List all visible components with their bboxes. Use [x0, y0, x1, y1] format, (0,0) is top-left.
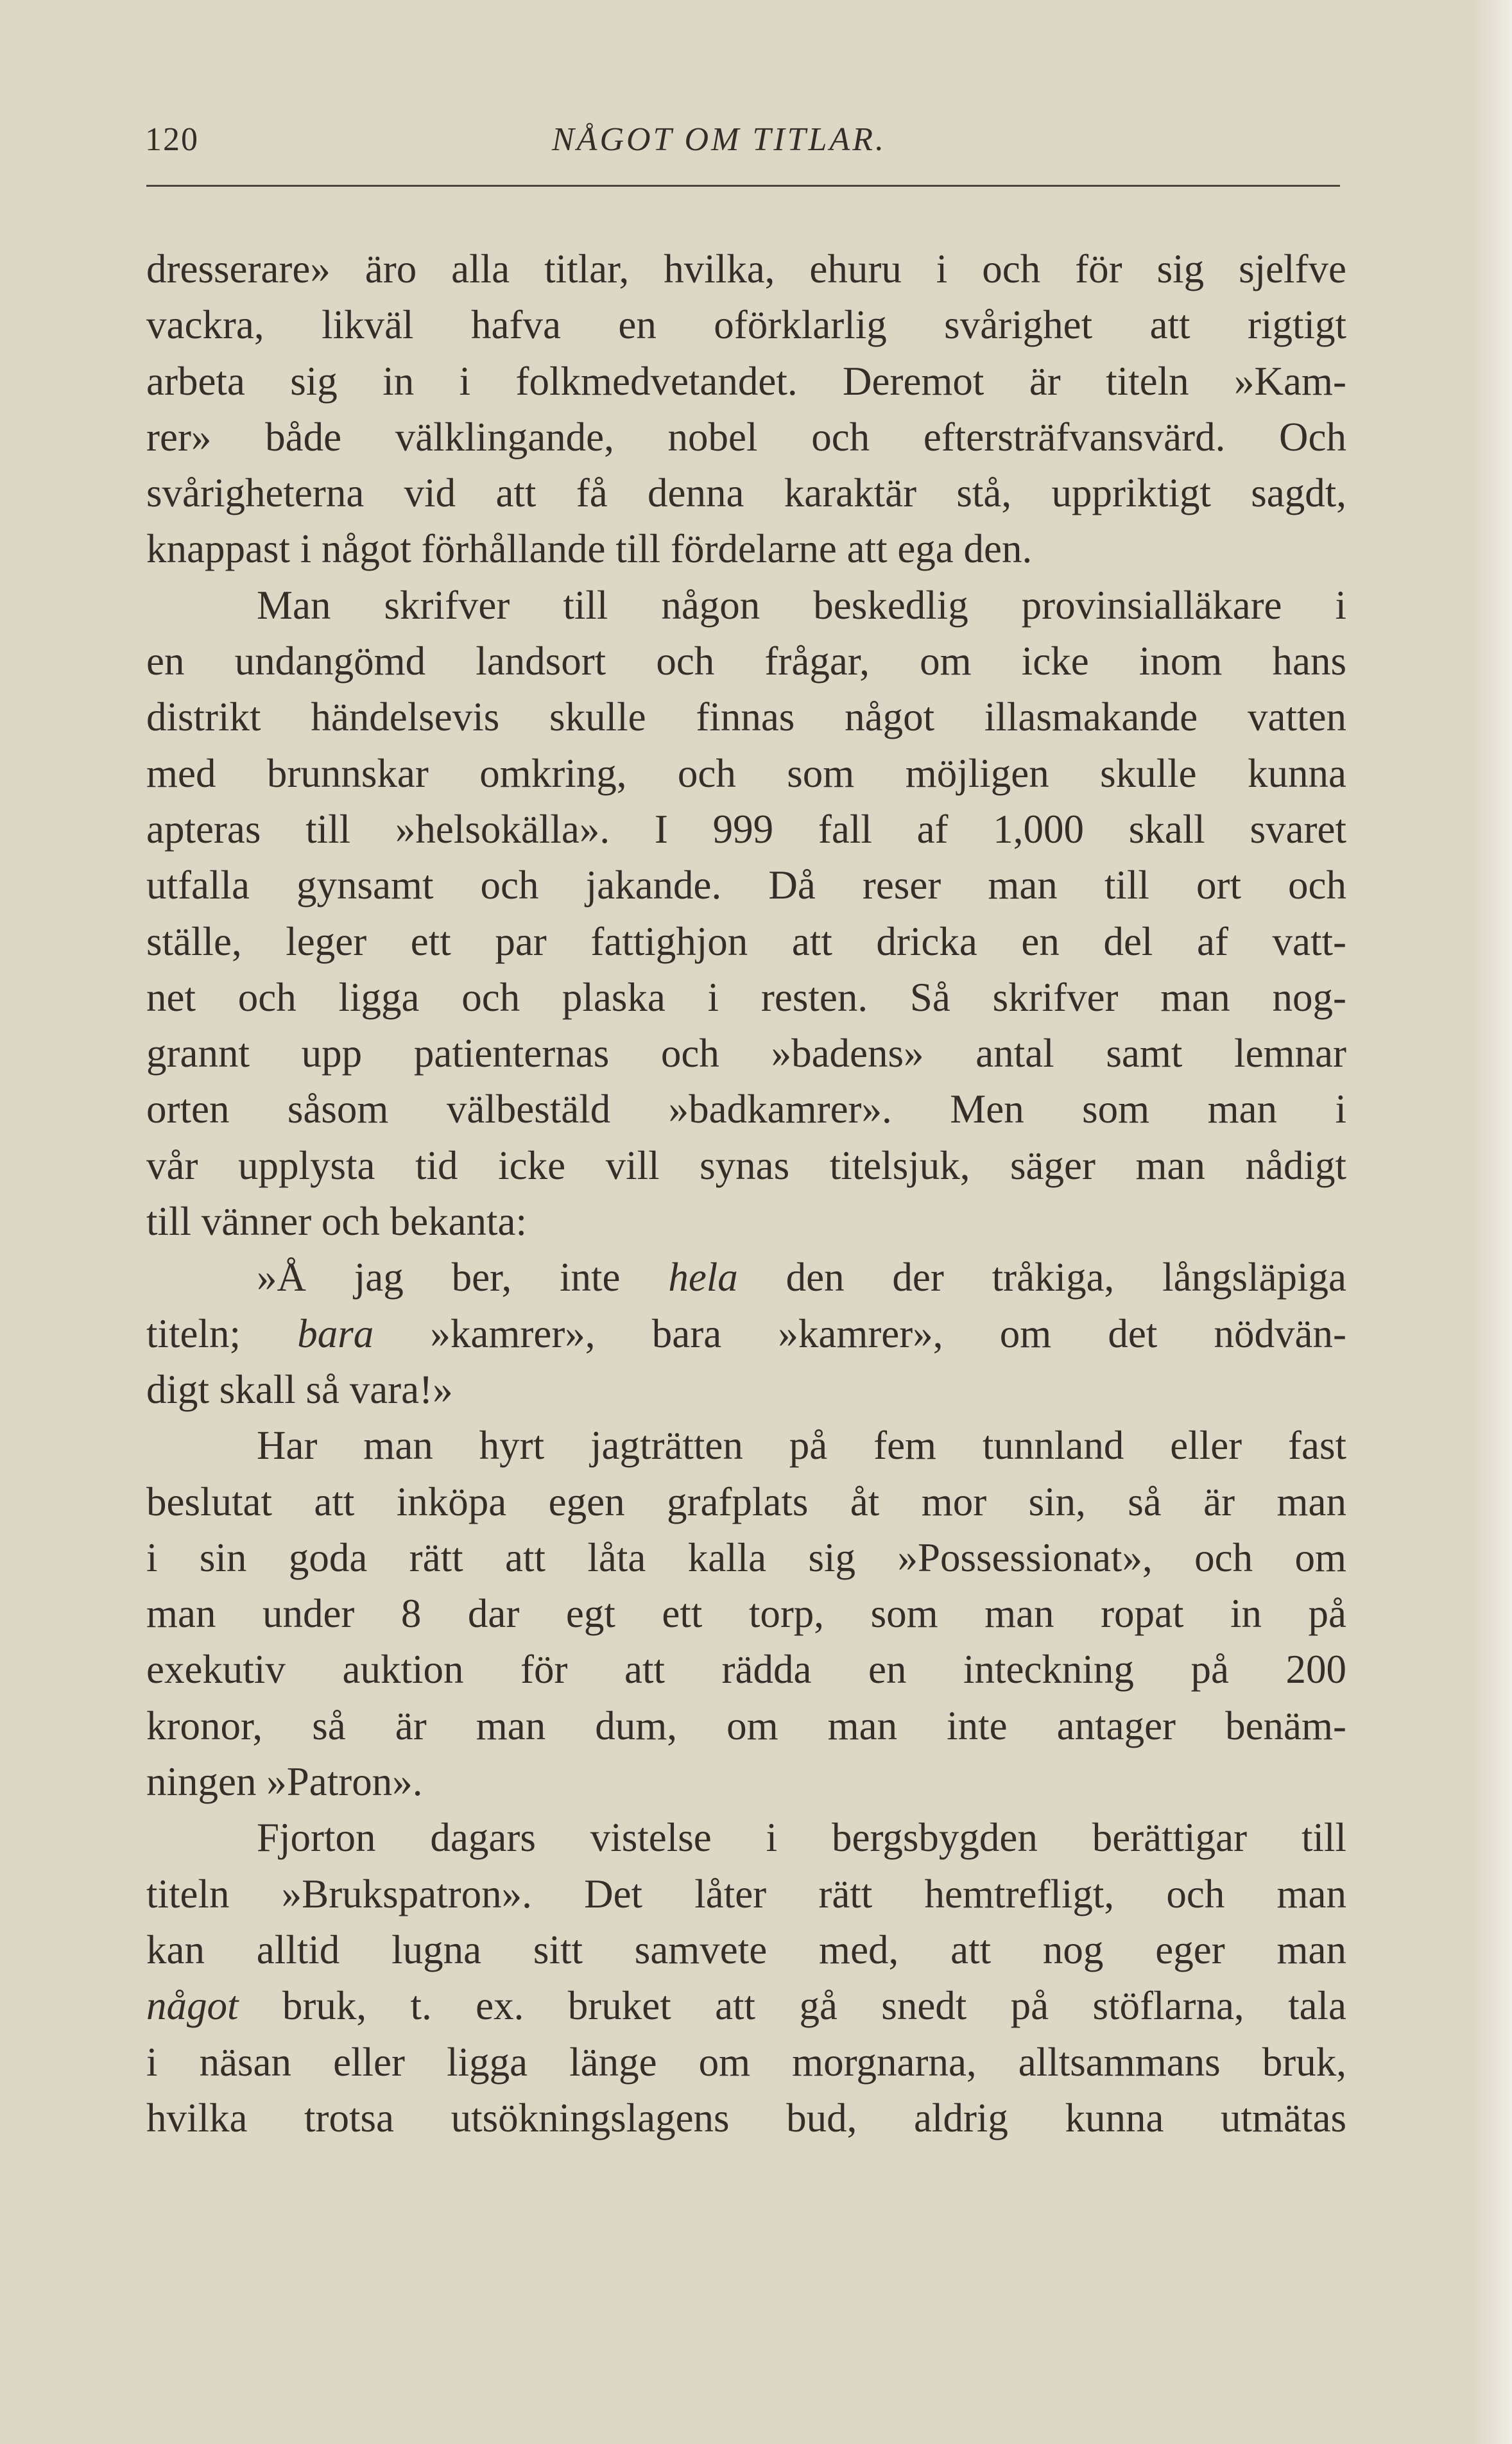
text-line: ningen »Patron».	[146, 1759, 423, 1805]
text-line: arbeta sig in i folkmedvetandet. Deremot är titeln »Kam-	[146, 358, 1346, 404]
text-line: i näsan eller ligga länge om morgnarna, alltsammans bruk,	[146, 2039, 1346, 2085]
body-text	[146, 241, 1346, 2146]
text-line: Fjorton dagars vistelse i bergsbygden berättigar till	[257, 1815, 1346, 1861]
text-line: knappast i något förhållande till fördelarne att ega den.	[146, 526, 1033, 572]
text-line: kan alltid lugna sitt samvete med, att nog eger man	[146, 1927, 1346, 1972]
text-line: beslutat att inköpa egen grafplats åt mor sin, så är man	[146, 1479, 1346, 1524]
page-edge	[1473, 0, 1512, 2444]
text-line: i sin goda rätt att låta kalla sig »Possessionat», och om	[146, 1535, 1346, 1580]
text-line: Man skrifver till någon beskedlig provinsialläkare i	[257, 582, 1346, 628]
italic-word: bara	[297, 1311, 374, 1356]
text-line: net och ligga och plaska i resten. Så skrifver man nog-	[146, 974, 1346, 1020]
text-line: rer» både välklingande, nobel och eftersträfvansvärd. Och	[146, 414, 1346, 460]
text-line: utfalla gynsamt och jakande. Då reser man till ort och	[146, 863, 1346, 908]
text-line: hvilka trotsa utsökningslagens bud, aldrig kunna utmätas	[146, 2095, 1346, 2140]
italic-word: något	[146, 1983, 239, 2029]
text-line: digt skall så vara!»	[146, 1366, 453, 1412]
text-line: orten såsom välbestäld »badkamrer». Men som man i	[146, 1087, 1346, 1132]
text-fragment: den der tråkiga, långsläpiga	[737, 1255, 1346, 1300]
text-line: svårigheterna vid att få denna karaktär stå, uppriktigt sagdt,	[146, 470, 1346, 516]
italic-word: hela	[668, 1255, 738, 1300]
text-line: man under 8 dar egt ett torp, som man ropat in på	[146, 1591, 1346, 1637]
text-fragment: »kamrer», bara »kamrer», om det nödvän-	[374, 1311, 1346, 1356]
text-line: med brunnskar omkring, och som möjligen skulle kunna	[146, 750, 1346, 796]
text-line: vår upplysta tid icke vill synas titelsjuk, säger man nådigt	[146, 1142, 1346, 1188]
text-line: Har man hyrt jagträtten på fem tunnland eller fast	[257, 1423, 1346, 1468]
text-line: till vänner och bekanta:	[146, 1199, 528, 1244]
header-rule	[146, 185, 1340, 187]
text-line: titeln »Brukspatron». Det låter rätt hemtrefligt, och man	[146, 1871, 1346, 1916]
running-title: NÅGOT OM TITLAR.	[552, 121, 887, 158]
text-line: ställe, leger ett par fattighjon att dricka en del af vatt-	[146, 918, 1346, 964]
text-line: distrikt händelsevis skulle finnas något illasmakande vatten	[146, 694, 1346, 740]
text-line: dresserare» äro alla titlar, hvilka, ehuru i och för sig sjelfve	[146, 246, 1346, 291]
text-line	[146, 1306, 1346, 1362]
text-fragment: »Å jag ber, inte	[257, 1255, 669, 1300]
text-line: kronor, så är man dum, om man inte antager benäm-	[146, 1703, 1346, 1748]
text-line: apteras till »helsokälla». I 999 fall af 1,000 skall svaret	[146, 806, 1346, 852]
text-line	[146, 1250, 1346, 1305]
text-line: en undangömd landsort och frågar, om icke inom hans	[146, 639, 1346, 684]
text-line: grannt upp patienternas och »badens» antal samt lemnar	[146, 1031, 1346, 1076]
text-line: vackra, likväl hafva en oförklarlig svårighet att rigtigt	[146, 302, 1346, 348]
text-line: exekutiv auktion för att rädda en inteckning på 200	[146, 1647, 1346, 1692]
text-fragment: bruk, t. ex. bruket att gå snedt på stöflarna, tala	[238, 1983, 1346, 2029]
text-line	[146, 1978, 1346, 2034]
page-number: 120	[145, 121, 199, 158]
text-fragment: titeln;	[146, 1311, 298, 1356]
